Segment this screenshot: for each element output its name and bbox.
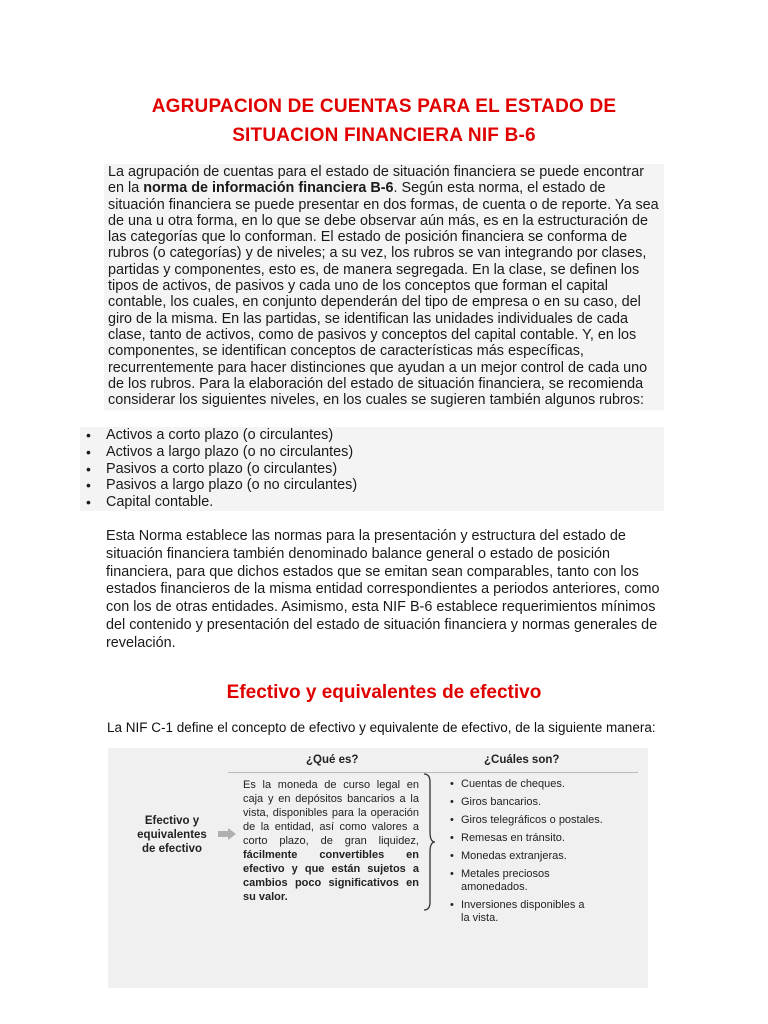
- nif-b6-emphasis: norma de información financiera B-6: [143, 180, 394, 197]
- list-item: • Activos a largo plazo (o no circulantes): [80, 444, 664, 461]
- levels-list: [80, 427, 664, 511]
- intro-paragraph: [108, 164, 660, 408]
- list-item: • Monedas extranjeras.: [450, 850, 640, 863]
- list-item: • Capital contable.: [80, 494, 664, 511]
- list-item: • Giros telegráficos o postales.: [450, 814, 640, 827]
- list-item: • Inversiones disponibles a la vista.: [450, 899, 591, 925]
- list-item: • Pasivos a largo plazo (o no circulantes): [80, 477, 664, 494]
- examples-list: [450, 778, 640, 930]
- norm-paragraph: Esta Norma establece las normas para la presentación y estructura del estado de situación financiera también denominado balance general o estado de posición financiera, para que dichos estados que se emitan sean comparables, tanto con los estados financieros de la misma entidad correspondientes a periodos anteriores, como con los de otras entidades. Asimismo, esta NIF B-6 establece requerimientos mínimos del contenido y presentación del estado de situación financiera y normas generales de revelación.: [106, 528, 660, 651]
- intro-paragraph-text-continued: . Según esta norma, el estado de situación financiera se puede presentar en dos formas, de cuenta o de reporte. Ya sea de una u otra forma, en lo que se debe observar aún más, es en la estructuración de las categorías que lo conforman. El estado de posición financiera se conforma de rubros (o categorías) y de niveles; a su vez, los rubros se van integrando por clases, partidas y componentes, esto es, de manera segregada. En la clase, se definen los tipos de activos, de pasivos y cada uno de los conceptos que forman el capital contable, los cuales, en conjunto dependerán del tipo de empresa o en su caso, del giro de la misma. En las partidas, se identifican las unidades individuales de cada clase, tanto de activos, como de pasivos y conceptos del capital contable. Y, en los componentes, se identifican conceptos de características más específicas, recurrentemente para hacer distinciones que ayudan a un mejor control de cada uno de los rubros. Para la elaboración del estado de situación financiera, se recomienda considerar los siguientes niveles, en los cuales se sugieren también algunos rubros:: [108, 180, 659, 409]
- definition-text-bold: fácilmente convertibles en efectivo y que están sujetos a cambios poco significativos en su valor.: [243, 849, 419, 903]
- section-intro: La NIF C-1 define el concepto de efectivo y equivalente de efectivo, de la siguiente manera:: [107, 720, 656, 735]
- cash-equivalents-diagram: [108, 748, 648, 988]
- list-item: • Metales preciosos amonedados.: [450, 868, 561, 894]
- document-title: [0, 92, 768, 150]
- list-item: • Cuentas de cheques.: [450, 778, 640, 791]
- list-item: • Remesas en tránsito.: [450, 832, 640, 845]
- curly-brace-icon: [422, 772, 436, 912]
- what-is-label: ¿Qué es?: [306, 754, 359, 766]
- list-item: • Giros bancarios.: [450, 796, 640, 809]
- definition-text-plain: Es la moneda de curso legal en caja y en depósitos bancarios a la vista, disponibles para la operación de la entidad, así como valores a corto plazo, de gran liquidez,: [243, 779, 419, 847]
- concept-label: Efectivo y equivalentes de efectivo: [137, 815, 207, 855]
- list-item: • Pasivos a corto plazo (o circulantes): [80, 461, 664, 478]
- arrow-right-icon: [218, 828, 236, 840]
- list-item: • Activos a corto plazo (o circulantes): [80, 427, 664, 444]
- title-line-2: SITUACION FINANCIERA NIF B-6: [232, 125, 536, 146]
- section-heading: Efectivo y equivalentes de efectivo: [226, 682, 542, 703]
- which-are-label: ¿Cuáles son?: [484, 754, 560, 766]
- intro-paragraph-box: [104, 164, 664, 410]
- title-line-1: AGRUPACION DE CUENTAS PARA EL ESTADO DE: [151, 96, 617, 117]
- definition-text: [243, 778, 419, 904]
- intro-paragraph-text: La agrupación de cuentas para el estado de situación financiera se puede encontrar en la: [108, 164, 645, 197]
